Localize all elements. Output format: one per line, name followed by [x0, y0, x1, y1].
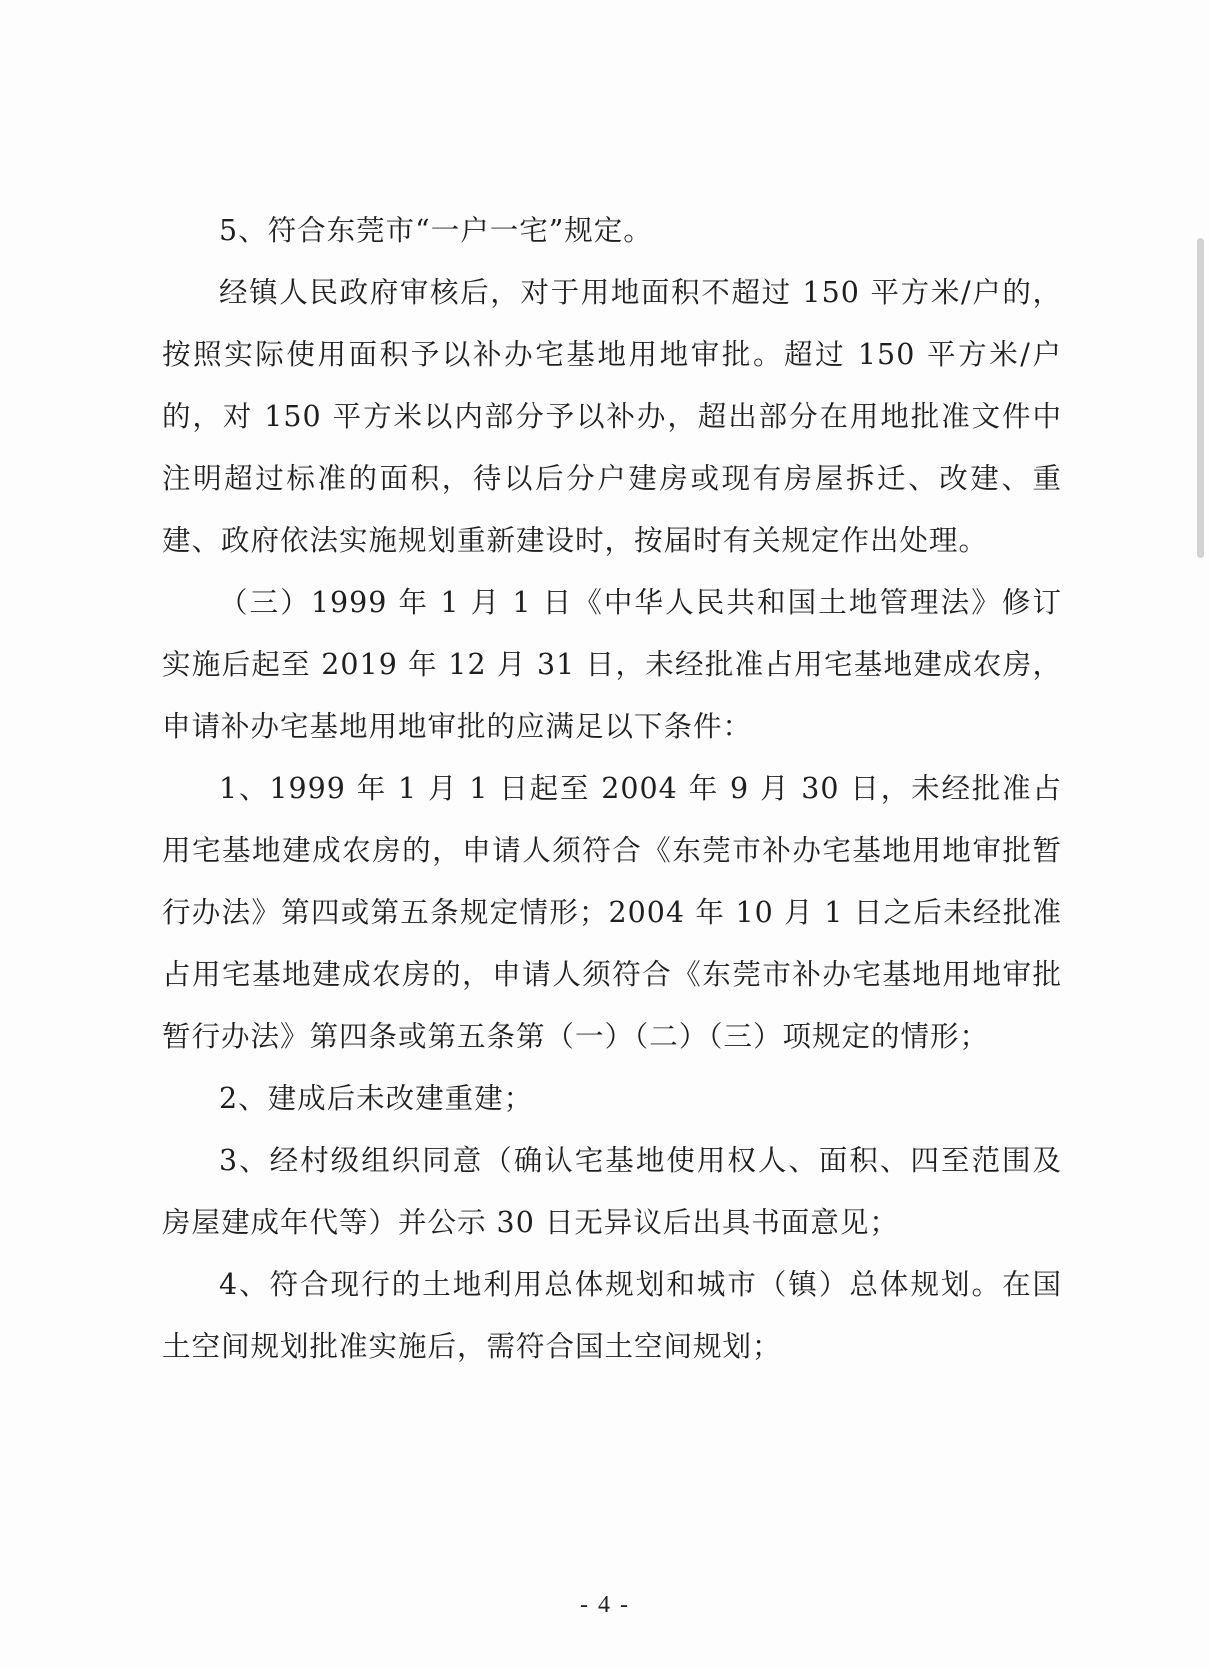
paragraph-section-3: （三）1999 年 1 月 1 日《中华人民共和国土地管理法》修订实施后起至 2019 年 12 月 31 日，未经批准占用宅基地建成农房，申请补办宅基地用地审批的应满足以下条件：	[162, 586, 1062, 743]
scrollbar-thumb[interactable]	[1197, 238, 1204, 558]
paragraph-condition-4: 4、符合现行的土地利用总体规划和城市（镇）总体规划。在国土空间规划批准实施后，需符合国土空间规划；	[162, 1268, 1062, 1363]
paragraph-condition-2: 2、建成后未改建重建；	[219, 1082, 534, 1115]
paragraph-review-rules: 经镇人民政府审核后，对于用地面积不超过 150 平方米/户的，按照实际使用面积予以补办宅基地用地审批。超过 150 平方米/户的，对 150 平方米以内部分予以补办，超出部分在用地批准文件中注明超过标准的面积，待以后分户建房或现有房屋拆迁、改建、重建、政府依法实施规划重新建设时，按届时有关规定作出处理。	[162, 276, 1062, 557]
paragraph-condition-1: 1、1999 年 1 月 1 日起至 2004 年 9 月 30 日，未经批准占用宅基地建成农房的，申请人须符合《东莞市补办宅基地用地审批暂行办法》第四或第五条规定情形；2004 年 10 月 1 日之后未经批准占用宅基地建成农房的，申请人须符合《东莞市补办宅基地用地审批暂行办法》第四条或第五条第（一）（二）（三）项规定的情形；	[162, 772, 1062, 1053]
paragraph-condition-3: 3、经村级组织同意（确认宅基地使用权人、面积、四至范围及房屋建成年代等）并公示 30 日无异议后出具书面意见；	[162, 1144, 1062, 1239]
document-body	[162, 200, 1062, 1378]
paragraph-item-5: 5、符合东莞市“一户一宅”规定。	[219, 214, 653, 247]
page-number: - 4 -	[580, 1592, 630, 1618]
